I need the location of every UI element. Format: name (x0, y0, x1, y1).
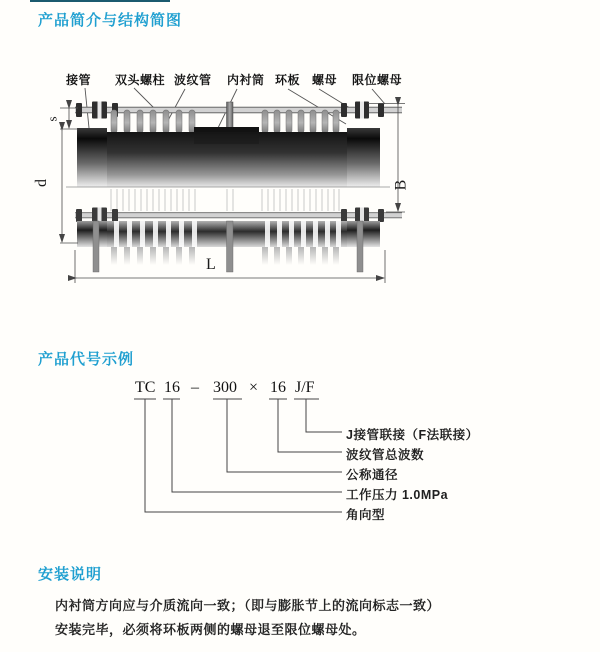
callout-wave-count: 波纹管总波数 (346, 448, 425, 462)
part-label-liner: 内衬筒 (227, 73, 265, 87)
upper-body (77, 127, 380, 187)
dim-label-B: B (392, 179, 410, 191)
header-rule (30, 0, 170, 2)
code-token-times: × (249, 379, 259, 396)
code-token-type: TC (135, 379, 156, 396)
part-label-stud: 双头螺柱 (115, 73, 166, 87)
part-label-nut: 螺母 (312, 73, 338, 87)
code-token-waves: 16 (270, 379, 286, 396)
dim-label-s: s (44, 116, 60, 122)
code-callout-lines (130, 394, 350, 519)
dim-label-L: L (206, 256, 216, 273)
part-label-pipe: 接管 (66, 73, 92, 87)
dim-label-d: d (33, 179, 50, 187)
expansion-joint-diagram (38, 64, 416, 288)
section-title-structure: 产品简介与结构简图 (38, 12, 183, 29)
code-token-dash: – (191, 379, 199, 396)
callout-connection: J接管联接（F法联接） (346, 428, 479, 442)
callout-pressure: 工作压力 1.0MPa (346, 488, 449, 502)
ghost-fins-lower (111, 247, 339, 265)
lower-tie-rod (75, 213, 402, 219)
ghost-lines (111, 189, 339, 211)
part-label-limitnut: 限位螺母 (352, 73, 403, 87)
part-label-ringplate: 环板 (275, 73, 301, 87)
section-title-install: 安装说明 (38, 566, 103, 583)
section-title-code: 产品代号示例 (38, 351, 135, 368)
part-label-bellows: 波纹管 (174, 73, 212, 87)
install-note-1: 内衬筒方向应与介质流向一致；（即与膨胀节上的流向标志一致） (55, 598, 441, 613)
callout-type: 角向型 (346, 508, 386, 522)
callout-diameter: 公称通径 (346, 468, 399, 482)
code-token-diameter: 300 (213, 379, 237, 396)
install-note-2: 安装完毕，必须将环板两侧的螺母退至限位螺母处。 (55, 622, 366, 637)
code-token-pressure: 16 (164, 379, 180, 396)
code-token-conn: J/F (295, 379, 315, 396)
